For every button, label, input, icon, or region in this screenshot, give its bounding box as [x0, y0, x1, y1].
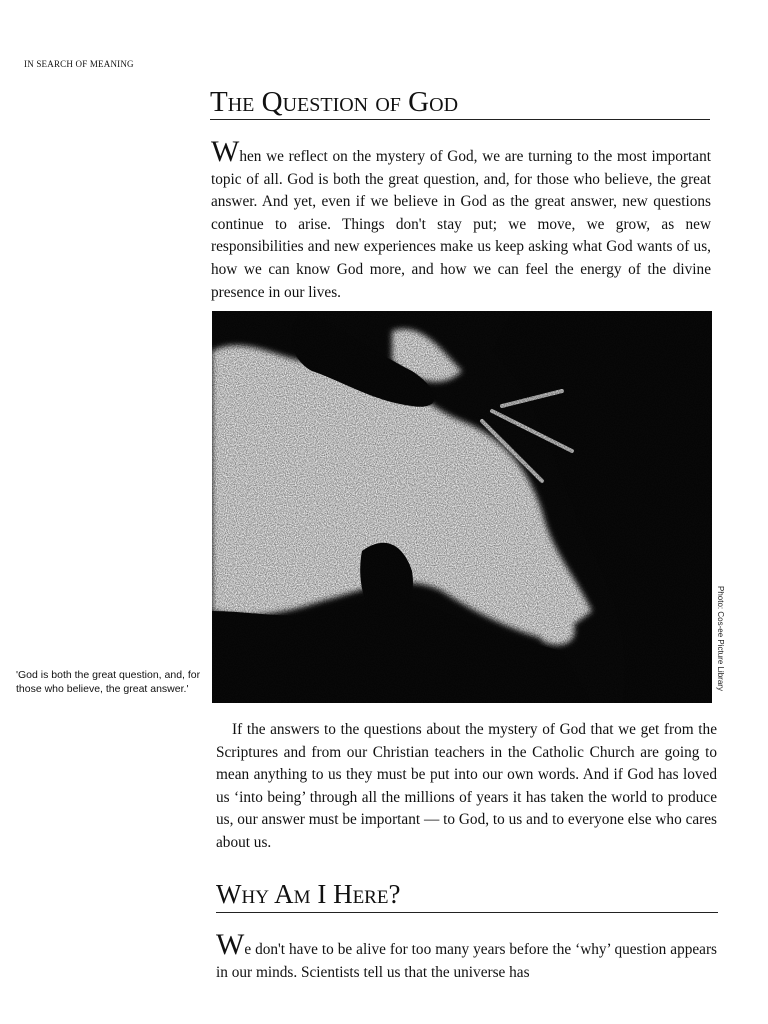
intro-paragraph	[211, 137, 711, 304]
dropcap: W	[211, 135, 240, 168]
section2-paragraph	[216, 930, 717, 984]
running-head: IN SEARCH OF MEANING	[24, 59, 134, 69]
section-title-question-of-god: The Question of God	[210, 86, 710, 120]
forest-light-image	[212, 311, 712, 703]
section-title-why-am-i-here: Why Am I Here?	[216, 878, 718, 913]
section2-paragraph-text: e don't have to be alive for too many years before the ‘why’ question appears in our minds. Scientists tell us that the universe has	[216, 941, 717, 981]
pull-quote-caption: 'God is both the great question, and, for those who believe, the great answer.'	[16, 669, 201, 695]
body-paragraph: If the answers to the questions about the mystery of God that we get from the Scriptures and from our Christian teachers in the Catholic Church are going to mean anything to us they must be put into our own words. And if God has loved us ‘into being’ through all the millions of years it has taken the world to produce us, our answer must be important — to God, to us and to everyone else who cares about us.	[216, 721, 717, 851]
forest-light-photo	[212, 311, 712, 703]
intro-paragraph-text: hen we reflect on the mystery of God, we are turning to the most important topic of all. God is both the great question, and, for those who believe, the great answer. And yet, even if we believe in God as the great answer, new questions continue to arise. Things don't stay put; we move, we grow, as new responsibilities and new experiences make us keep asking what God wants of us, how we can know God more, and how we can feel the energy of the divine presence in our lives.	[211, 148, 711, 301]
dropcap: W	[216, 928, 245, 961]
photo-credit: Photo: Cos-ee Picture Library	[716, 586, 725, 691]
